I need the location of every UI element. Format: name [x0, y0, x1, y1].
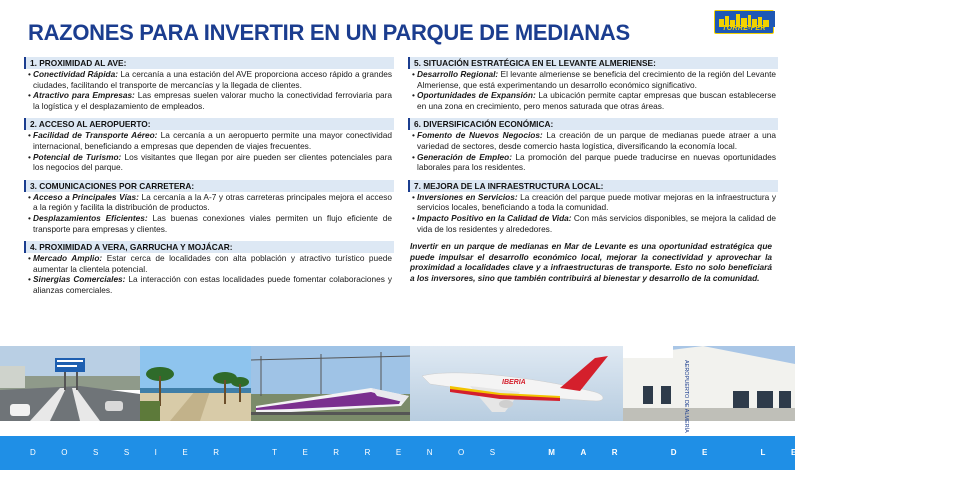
company-logo	[714, 10, 774, 34]
section-aeropuerto	[24, 118, 394, 172]
section-heading: 6. DIVERSIFICACIÓN ECONÓMICA:	[408, 118, 778, 130]
list-item: • Desarrollo Regional: El levante almeriense se beneficia del crecimiento de la región del Levante Almeriense, que está experimentando un desarrollo económico significativo.	[412, 69, 776, 90]
section-heading: 3. COMUNICACIONES POR CARRETERA:	[24, 180, 394, 192]
airplane-livery-text: IBERIA	[502, 379, 526, 386]
list-item: • Conectividad Rápida: La cercanía a una estación del AVE proporciona acceso rápido a grandes ciudades, facilitando el transporte de mercancías y la llegada de clientes.	[28, 69, 392, 90]
airplane-photo	[410, 346, 623, 421]
section-heading: 1. PROXIMIDAD AL AVE:	[24, 57, 394, 69]
section-ave	[24, 57, 394, 111]
list-item: • Oportunidades de Expansión: La ubicación permite captar empresas que buscan establecerse en una zona en crecimiento, pero menos saturada que otras áreas.	[412, 90, 776, 111]
list-item: • Atractivo para Empresas: Las empresas suelen valorar mucho la conectividad ferroviaria para la logística y el desplazamiento de empleados.	[28, 90, 392, 111]
list-item: • Inversiones en Servicios: La creación del parque puede motivar mejoras en la infraestructura y servicios locales, beneficiando a toda la comunidad.	[412, 192, 776, 213]
right-column	[408, 57, 778, 284]
page-title: RAZONES PARA INVERTIR EN UN PARQUE DE MEDIANAS	[28, 20, 630, 45]
list-item: • Facilidad de Transporte Aéreo: La cercanía a un aeropuerto permite una mayor conectividad internacional, beneficiando a empresas que dependen de viajes frecuentes.	[28, 130, 392, 151]
promenade-photo	[140, 346, 251, 421]
footer-mar-de-levante: MAR DE LEVANTE	[548, 448, 976, 457]
footer-text	[30, 448, 976, 457]
list-item: • Potencial de Turismo: Los visitantes que llegan por aire pueden ser clientes potenciales para los negocios del parque.	[28, 152, 392, 173]
footer-dossier: DOSSIER TERRENOS	[30, 448, 521, 457]
list-item: • Impacto Positivo en la Calidad de Vida: Con más servicios disponibles, se mejora la calidad de vida de los residentes y alrededores.	[412, 213, 776, 234]
list-item: • Sinergias Comerciales: La interacción con estas localidades puede fomentar colaboraciones y alianzas comerciales.	[28, 274, 392, 295]
list-item: • Acceso a Principales Vías: La cercanía a la A-7 y otras carreteras principales mejora el acceso a la región y facilita la distribución de productos.	[28, 192, 392, 213]
photo-strip	[0, 346, 795, 433]
section-heading: 2. ACCESO AL AEROPUERTO:	[24, 118, 394, 130]
logo-text: TORRE-FER	[722, 25, 766, 32]
list-item: • Generación de Empleo: La promoción del parque puede traducirse en nuevas oportunidades laborales para los residentes.	[412, 152, 776, 173]
section-infraestructura	[408, 180, 778, 234]
section-heading: 5. SITUACIÓN ESTRATÉGICA EN EL LEVANTE ALMERIENSE:	[408, 57, 778, 69]
airport-sign-text: AEROPUERTO DE ALMERÍA	[683, 360, 689, 433]
highway-photo	[0, 346, 140, 421]
list-item: • Fomento de Nuevos Negocios: La creación de un parque de medianas puede atraer a una variedad de sectores, desde comercio hasta logística, diversificando la economía local.	[412, 130, 776, 151]
section-heading: 7. MEJORA DE LA INFRAESTRUCTURA LOCAL:	[408, 180, 778, 192]
section-localidades	[24, 241, 394, 295]
conclusion-text: Invertir en un parque de medianas en Mar de Levante es una oportunidad estratégica que puede impulsar el desarrollo económico local, mejorar la conectividad y aprovechar la proximidad a localidades clave y a infraestructuras de transporte. Esto no solo beneficiará a los inversores, sino que también contribuirá al bienestar y desarrollo de la comunidad.	[410, 241, 772, 283]
footer-bar	[0, 436, 976, 470]
section-carretera	[24, 180, 394, 234]
list-item: • Desplazamientos Eficientes: Las buenas conexiones viales permiten un flujo eficiente de transporte para empresas y clientes.	[28, 213, 392, 234]
section-heading: 4. PROXIMIDAD A VERA, GARRUCHA Y MOJÁCAR:	[24, 241, 394, 253]
list-item: • Mercado Amplio: Estar cerca de localidades con alta población y atractivo turístico puede aumentar la clientela potencial.	[28, 253, 392, 274]
section-situacion	[408, 57, 778, 111]
left-column	[24, 57, 394, 303]
train-photo	[251, 346, 410, 421]
section-diversificacion	[408, 118, 778, 172]
airport-photo	[623, 346, 795, 433]
